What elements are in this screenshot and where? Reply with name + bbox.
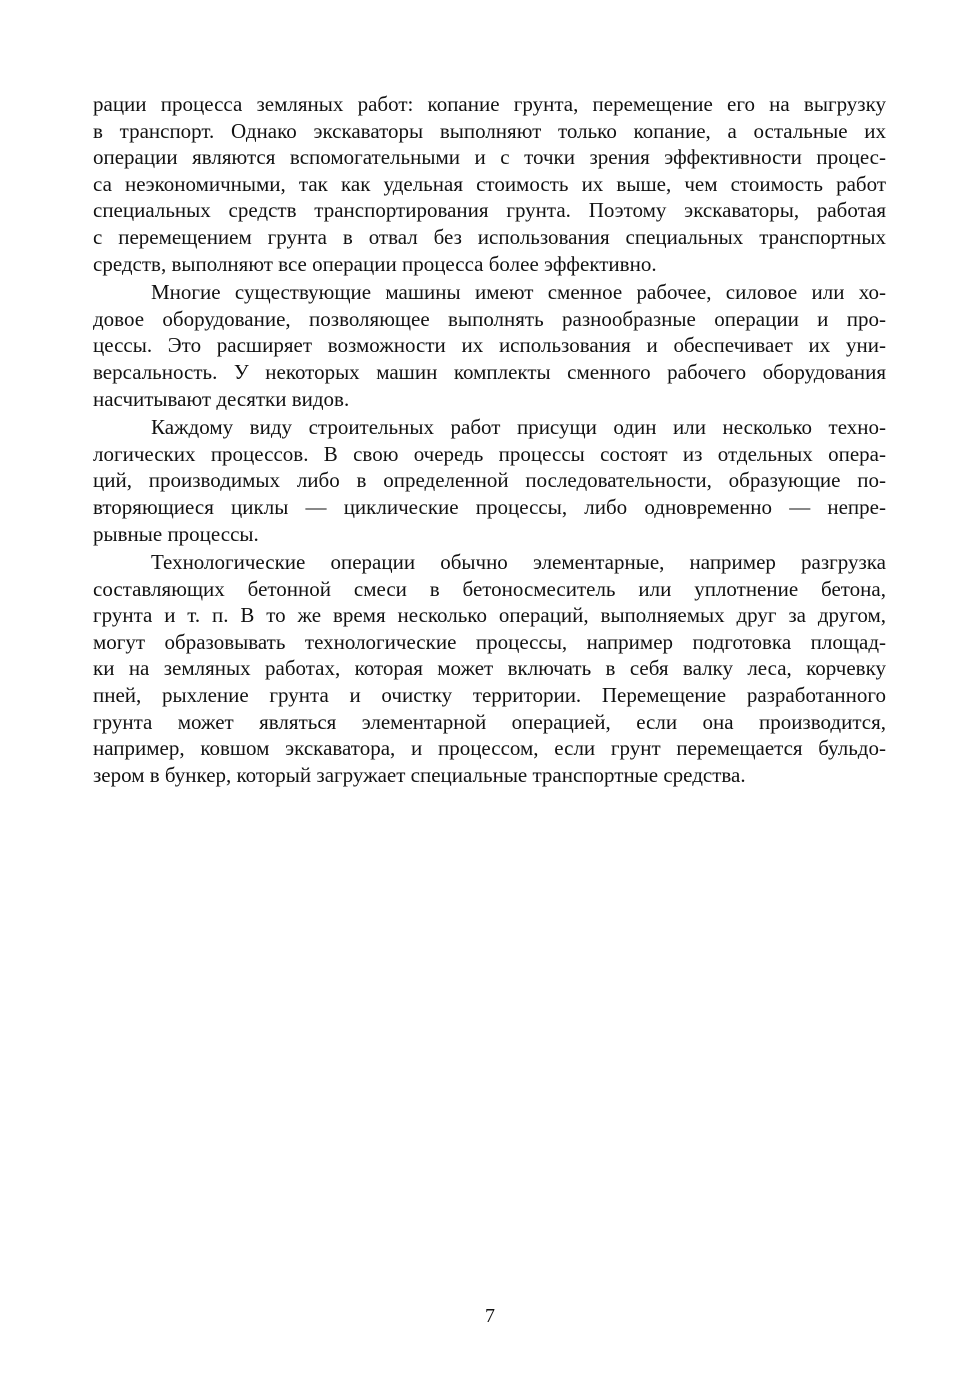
text-line: ки на земляных работах, которая может включать в себя валку леса, корчевку [93, 656, 886, 681]
paragraph-3 [93, 414, 886, 547]
text-line: средств, выполняют все операции процесса более эффективно. [93, 251, 657, 276]
text-line: зером в бункер, который загружает специальные транспортные средства. [93, 762, 746, 787]
text-line: в транспорт. Однако экскаваторы выполняют только копание, а остальные их [93, 118, 886, 143]
text-line: Многие существующие машины имеют сменное рабочее, силовое или хо- [151, 280, 886, 305]
text-line: могут образовывать технологические процессы, например подготовка площад- [93, 629, 886, 654]
paragraph-2 [93, 279, 886, 412]
text-line: цессы. Это расширяет возможности их использования и обеспечивает их уни- [93, 333, 886, 358]
text-line: грунта может являться элементарной операцией, если она производится, [93, 709, 886, 734]
text-line: Каждому виду строительных работ присущи один или несколько техно- [151, 415, 886, 440]
text-line: ций, производимых либо в определенной последовательности, образующие по- [93, 468, 886, 493]
text-line: специальных средств транспортирования грунта. Поэтому экскаваторы, работая [93, 198, 886, 223]
text-line: составляющих бетонной смеси в бетоносмеситель или уплотнение бетона, [93, 576, 886, 601]
text-line: с перемещением грунта в отвал без использования специальных транспортных [93, 224, 886, 249]
page-body [93, 91, 886, 790]
text-line: рации процесса земляных работ: копание грунта, перемещение его на выгрузку [93, 92, 886, 116]
text-line: довое оборудование, позволяющее выполнять разнообразные операции и про- [93, 306, 886, 331]
text-line: например, ковшом экскаватора, и процессом, если грунт перемещается бульдо- [93, 736, 886, 761]
text-line: пней, рыхление грунта и очистку территории. Перемещение разработанного [93, 683, 886, 708]
text-line: вторяющиеся циклы — циклические процессы, либо одновременно — непре- [93, 494, 886, 519]
page-number: 7 [485, 1305, 495, 1327]
text-line: рывные процессы. [93, 521, 259, 546]
text-line: логических процессов. В свою очередь процессы состоят из отдельных опера- [93, 441, 886, 466]
text-line: са неэкономичными, так как удельная стоимость их выше, чем стоимость работ [93, 171, 886, 196]
paragraph-1 [93, 91, 886, 277]
text-line: насчитывают десятки видов. [93, 386, 350, 411]
text-line: версальность. У некоторых машин комплекты сменного рабочего оборудования [93, 359, 886, 384]
text-line: операции являются вспомогательными и с точки зрения эффективности процес- [93, 145, 886, 170]
text-line: Технологические операции обычно элементарные, например разгрузка [151, 550, 886, 575]
text-line: грунта и т. п. В то же время несколько операций, выполняемых друг за другом, [93, 603, 886, 628]
paragraph-4 [93, 549, 886, 788]
